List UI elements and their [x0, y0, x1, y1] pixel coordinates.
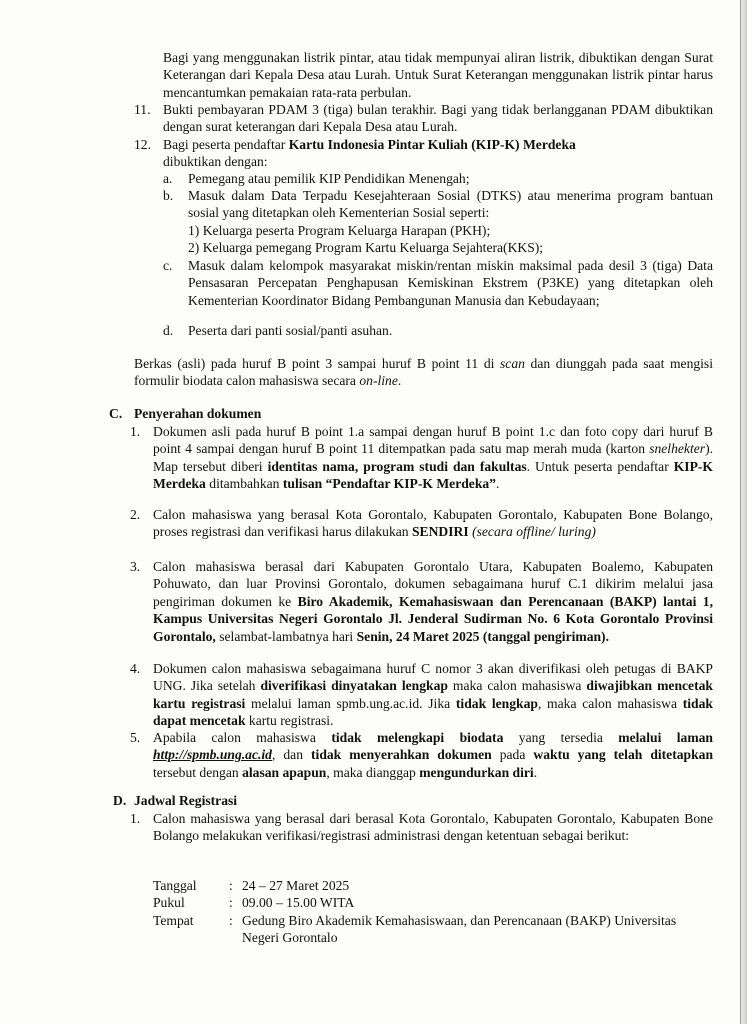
c-1-b2: KIP-K Merdeka: [153, 458, 713, 492]
item-12-lead: Bagi peserta pendaftar: [163, 137, 286, 152]
c-4-b1: diverifikasi dinyatakan lengkap: [260, 678, 448, 694]
berkas-text-1: Berkas (asli) pada huruf B point 3 sampai huruf B point 11 di: [134, 356, 495, 371]
c-4-text: [153, 660, 713, 730]
c-4-t1: Dokumen calon mahasiswa sebagaimana huruf C nomor 3 akan diverifikasi oleh petugas di BAKP UNG. Jika setelah: [153, 661, 713, 694]
c-3-t2: selambat-lambatnya hari: [219, 628, 354, 644]
c-5-text: [153, 729, 713, 781]
schedule-sep: :: [229, 895, 233, 911]
c-4-t5: kartu registrasi.: [248, 713, 334, 729]
c-1-b3: tulisan “Pendaftar KIP-K Merdeka”: [282, 476, 496, 492]
c-5-t4: pada: [499, 747, 526, 763]
schedule-label: Pukul: [153, 895, 185, 911]
schedule-row: [153, 894, 713, 911]
item-11-number: 11.: [134, 102, 151, 117]
c-5-t5: tersebut dengan: [153, 764, 239, 780]
berkas-scan: scan: [500, 356, 525, 371]
c-4-t4: , maka calon mahasiswa: [537, 695, 678, 711]
scan-edge-line: [740, 0, 741, 1024]
c-1-t3: . Untuk peserta pendaftar: [526, 458, 669, 474]
section-d-label: D.: [113, 793, 127, 808]
c-1-t5: .: [495, 476, 500, 492]
berkas-text-3: .: [397, 373, 402, 389]
c-4-b4: tidak dapat mencetak: [153, 695, 713, 729]
c-5-t1: Apabila calon mahasiswa: [153, 730, 316, 745]
item-12-tail: dibuktikan dengan:: [163, 154, 268, 170]
c-3-b1: Biro Akademik, Kemahasiswaan dan Perencanaan (BAKP) lantai 1, Kampus Universitas Negeri Gorontalo Jl. Jenderal Sudirman No. 6 Kota Gorontalo Provinsi Gorontalo,: [153, 593, 713, 644]
c-5-t2: yang tersedia: [518, 730, 603, 745]
c-1-t1: Dokumen asli pada huruf B point 1.a sampai dengan huruf B point 1.c dan foto copy dari huruf B point 4 sampai dengan huruf B point 11 ditempatkan pada satu map merah muda (karton: [153, 424, 713, 457]
section-d-title: Jadwal Registrasi: [134, 793, 238, 808]
item-12-number: 12.: [134, 137, 151, 152]
schedule-row: [153, 877, 713, 894]
item-12b-text: Masuk dalam Data Terpadu Kesejahteraan Sosial (DTKS) atau menerima program bantuan sosial yang ditetapkan oleh Kementerian Sosial seperti:: [188, 188, 713, 221]
item-12c-text: Masuk dalam kelompok masyarakat miskin/rentan miskin maksimal pada desil 3 (tiga) Data Pensasaran Percepatan Penghapusan Kemiskinan Ekstrem (P3KE) yang ditetapkan oleh Kementerian Koordinator Bidang Pembangunan Manusia dan Kebudayaan;: [188, 258, 713, 308]
schedule-sep: :: [229, 912, 233, 928]
item-12b-sub-1: 1) Keluarga peserta Program Keluarga Harapan (PKH);: [188, 223, 491, 238]
c-3-t1: Calon mahasiswa berasal dari Kabupaten Gorontalo Utara, Kabupaten Boalemo, Kabupaten Pohuwato, dan luar Provinsi Gorontalo, dokumen sebagaimana huruf C.1 dikirim melalui jasa pengiriman dokumen ke: [153, 559, 713, 609]
item-11-text: Bukti pembayaran PDAM 3 (tiga) bulan terakhir. Bagi yang tidak berlangganan PDAM dibuktikan dengan surat keterangan dari Kepala Desa atau Lurah.: [163, 102, 713, 135]
c-5-b2: melalui laman: [618, 730, 713, 745]
schedule-value: 24 – 27 Maret 2025: [242, 878, 350, 893]
c-4-b2: diwajibkan mencetak kartu registrasi: [153, 678, 713, 711]
d-1-number: 1.: [130, 811, 141, 826]
c-5-b5: alasan apapun: [242, 764, 327, 780]
c-2-text: [153, 506, 713, 541]
item-12d-label: d.: [163, 323, 174, 338]
item-12a-label: a.: [163, 171, 173, 186]
c-5-b3: tidak menyerahkan dokumen: [311, 747, 492, 763]
c-1-number: 1.: [130, 424, 141, 439]
c-1-t4: ditambahkan: [209, 476, 280, 492]
c-5-t7: .: [533, 764, 538, 780]
item-12b-sub-2: 2) Keluarga pemegang Program Kartu Keluarga Sejahtera(KKS);: [188, 240, 544, 255]
section-c-title: Penyerahan dokumen: [134, 406, 262, 421]
c-3-b2: Senin, 24 Maret 2025 (tanggal pengiriman).: [356, 628, 609, 644]
c-5-b4: waktu yang telah ditetapkan: [533, 747, 714, 763]
c-4-t2: maka calon mahasiswa: [452, 678, 582, 694]
schedule-row: [153, 912, 713, 947]
schedule-value: Gedung Biro Akademik Kemahasiswaan, dan Perencanaan (BAKP) Universitas Negeri Gorontalo: [242, 912, 677, 946]
c-4-number: 4.: [130, 661, 141, 676]
item-12c-label: c.: [163, 258, 173, 273]
schedule-label: Tanggal: [153, 878, 197, 893]
item-12a-text: Pemegang atau pemilik KIP Pendidikan Menengah;: [188, 171, 470, 186]
schedule-sep: :: [229, 878, 233, 893]
item-12-text: [163, 136, 713, 171]
section-c-label: C.: [109, 406, 123, 421]
c-2-number: 2.: [130, 507, 141, 522]
c-1-t2: ). Map tersebut diberi: [153, 441, 713, 474]
spmb-link[interactable]: http://spmb.ung.ac.id: [153, 747, 272, 763]
c-3-number: 3.: [130, 559, 141, 574]
schedule-value: 09.00 – 15.00 WITA: [242, 895, 355, 911]
c-5-b6: mengundurkan diri: [419, 764, 534, 780]
c-5-t6: , maka dianggap: [326, 764, 416, 780]
berkas-online: on-line: [359, 373, 398, 389]
paragraph-listrik: Bagi yang menggunakan listrik pintar, atau tidak mempunyai aliran listrik, dibuktikan dengan Surat Keterangan dari Kepala Desa atau Lurah. Untuk Surat Keterangan menggunakan listrik pintar harus mencantumkan pemakaian rata-rata perbulan.: [163, 50, 713, 100]
c-5-b1: tidak melengkapi biodata: [331, 730, 504, 745]
c-5-number: 5.: [130, 730, 141, 745]
schedule-table: [153, 877, 713, 947]
c-2-it1: (secara offline/ luring): [472, 524, 596, 540]
c-2-b1: SENDIRI: [411, 524, 469, 540]
item-12-bold: Kartu Indonesia Pintar Kuliah (KIP-K) Merdeka: [288, 137, 576, 152]
c-4-t3: melalui laman spmb.ung.ac.id. Jika: [251, 695, 451, 711]
paragraph-berkas: [134, 355, 713, 390]
c-1-text: [153, 423, 713, 493]
c-4-b3: tidak lengkap: [455, 695, 538, 711]
schedule-label: Tempat: [153, 912, 194, 928]
berkas-text-2: dan diunggah pada saat mengisi formulir biodata calon mahasiswa secara: [134, 356, 714, 389]
c-1-b1: identitas nama, program studi dan fakultas: [267, 458, 527, 474]
d-1-text: Calon mahasiswa yang berasal dari berasal Kota Gorontalo, Kabupaten Gorontalo, Kabupaten Bone Bolango melakukan verifikasi/registrasi administrasi dengan ketentuan sebagai berikut:: [153, 811, 713, 844]
item-12b-label: b.: [163, 188, 174, 203]
c-3-text: [153, 558, 713, 645]
item-12d-text: Peserta dari panti sosial/panti asuhan.: [188, 323, 393, 338]
c-5-t3: , dan: [271, 747, 303, 763]
c-1-snel: snelhekter: [649, 441, 706, 457]
scan-edge: [741, 0, 747, 1024]
c-2-t1: Calon mahasiswa yang berasal Kota Gorontalo, Kabupaten Gorontalo, Kabupaten Bone Bolango, proses registrasi dan verifikasi harus dilakukan: [153, 507, 713, 540]
